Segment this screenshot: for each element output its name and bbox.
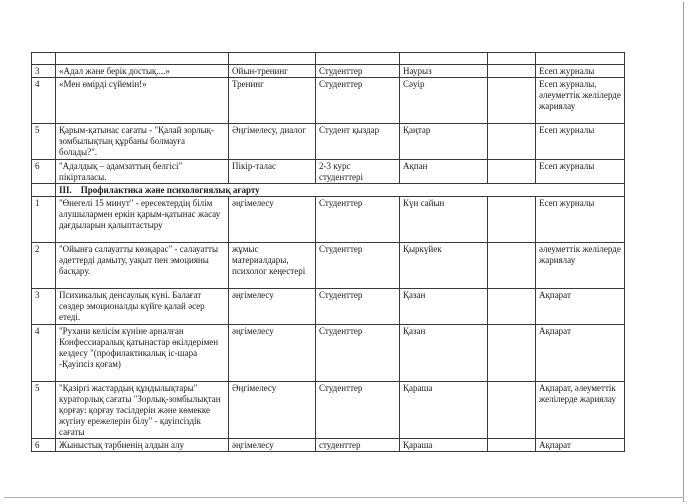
blank-cell [488, 65, 536, 78]
row-number: 4 [32, 325, 56, 382]
audience-cell: Студенттер [316, 78, 400, 124]
page-edge-bottom [4, 497, 684, 498]
term-cell: Күн сайын [400, 197, 488, 243]
table-row [32, 160, 625, 184]
report-cell: Есеп журналы [536, 124, 625, 160]
section-roman: III. [59, 185, 72, 195]
event-cell: Психикалық денсаулық күні. Балағат сөздер эмоционалды күйге қалай әсер етеді. [56, 289, 229, 325]
row-number: 6 [32, 439, 56, 452]
event-cell: "Ойынға салауатты көзқарас" - салауатты әдеттерді дамыту, уақыт пен эмоцияны басқару. [56, 243, 229, 289]
term-cell: Сәуір [400, 78, 488, 124]
term-cell: Қазан [400, 289, 488, 325]
section-title-text: Профилактика және психологиялық ағарту [80, 185, 260, 195]
event-cell: "Адалдық – адамзаттың белгісі" пікірталасы. [56, 160, 229, 184]
row-number: 4 [32, 78, 56, 124]
form-cell: әңгімелесу [229, 439, 316, 452]
form-cell: әңгімелесу [229, 197, 316, 243]
audience-cell: Студенттер [316, 289, 400, 325]
form-cell: Әңгімелесу [229, 382, 316, 439]
report-cell: Ақпарат [536, 325, 625, 382]
blank-cell [32, 184, 56, 197]
event-cell: «Адал және берік достық....» [56, 65, 229, 78]
section-header-row [32, 184, 625, 197]
form-cell: Пікір-талас [229, 160, 316, 184]
table-row [32, 243, 625, 289]
audience-cell: Студенттер [316, 325, 400, 382]
row-number: 6 [32, 160, 56, 184]
table-row [32, 65, 625, 78]
term-cell: Қыркүйек [400, 243, 488, 289]
table-row [32, 124, 625, 160]
row-number: 1 [32, 197, 56, 243]
table-row [32, 382, 625, 439]
plan-table [31, 52, 625, 452]
event-cell: "Өнегелі 15 минут" - ересектердің білім алушылармен еркін қарым-қатынас жасау дағдыларын қалыптастыру [56, 197, 229, 243]
blank-cell [488, 160, 536, 184]
form-cell: Ойын-тренинг [229, 65, 316, 78]
table-row [32, 78, 625, 124]
term-cell: Қазан [400, 325, 488, 382]
row-number: 3 [32, 289, 56, 325]
blank-cell [488, 78, 536, 124]
section-title [56, 184, 625, 197]
blank-cell [488, 243, 536, 289]
term-cell: Наурыз [400, 65, 488, 78]
blank-cell [488, 382, 536, 439]
blank-cell [488, 124, 536, 160]
row-number: 5 [32, 124, 56, 160]
term-cell: Қаңтар [400, 124, 488, 160]
table-row [32, 325, 625, 382]
form-cell: әңгімелесу [229, 325, 316, 382]
report-cell: Ақпарат [536, 289, 625, 325]
report-cell: Ақпарат, әлеуметтік желілерде жариялау [536, 382, 625, 439]
report-cell: Есеп журналы [536, 197, 625, 243]
blank-cell [488, 197, 536, 243]
term-cell: Қараша [400, 439, 488, 452]
audience-cell: 2-3 курс студенттері [316, 160, 400, 184]
form-cell: Әңгімелесу, диалог [229, 124, 316, 160]
row-number: 3 [32, 65, 56, 78]
form-cell: әңгімелесу [229, 289, 316, 325]
audience-cell: Студенттер [316, 197, 400, 243]
audience-cell: студенттер [316, 439, 400, 452]
form-cell: жұмыс материалдары, психолог кеңестері [229, 243, 316, 289]
report-cell: Есеп журналы [536, 160, 625, 184]
report-cell: Ақпарат [536, 439, 625, 452]
audience-cell: Студенттер [316, 243, 400, 289]
event-cell: "Қазіргі жастардың құндылықтары" кураторлық сағаты "Зорлық-зомбылықтан қорғау: қорғау тәсілдерін және көмекке жүгіну ережелерін білу" - қауіпсіздік сағаты [56, 382, 229, 439]
table-row [32, 439, 625, 452]
blank-cell [488, 325, 536, 382]
event-cell: «Мен өмірді сүйемін!» [56, 78, 229, 124]
table-row-empty [32, 53, 625, 65]
audience-cell: Студент қыздар [316, 124, 400, 160]
page-edge-right [683, 2, 684, 502]
form-cell: Тренинг [229, 78, 316, 124]
report-cell: Есеп журналы, әлеуметтік желілерде жариялау [536, 78, 625, 124]
event-cell: "Рухани келісім күніне арналған Конфессиаралық қатынастар өкілдерімен кездесу "(профилактикалық іс-шара -Қауіпсіз қоғам) [56, 325, 229, 382]
event-cell: Жыныстық тәрбиенің алдын алу [56, 439, 229, 452]
table-row [32, 289, 625, 325]
event-cell: Қарым-қатынас сағаты - "Қалай зорлық-зомбылықтың құрбаны болмауға болады?". [56, 124, 229, 160]
audience-cell: Студенттер [316, 65, 400, 78]
report-cell: әлеуметтік желілерде жариялау [536, 243, 625, 289]
row-number: 2 [32, 243, 56, 289]
table-row [32, 197, 625, 243]
term-cell: Қараша [400, 382, 488, 439]
row-number: 5 [32, 382, 56, 439]
report-cell: Есеп журналы [536, 65, 625, 78]
audience-cell: Студенттер [316, 382, 400, 439]
term-cell: Ақпан [400, 160, 488, 184]
blank-cell [488, 289, 536, 325]
blank-cell [488, 439, 536, 452]
